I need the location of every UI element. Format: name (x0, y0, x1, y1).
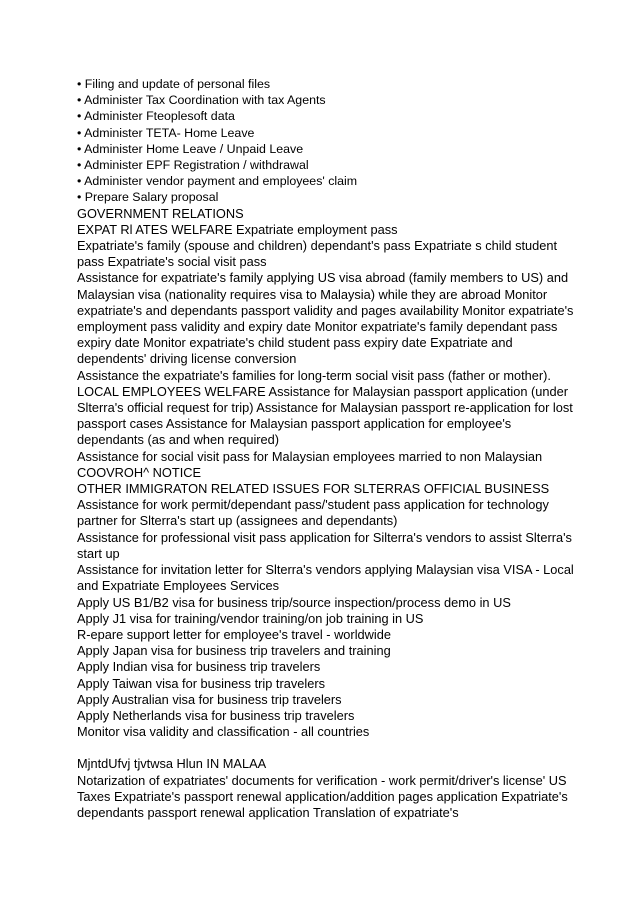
document-body (77, 76, 577, 821)
paragraph: Apply Australian visa for business trip travelers (77, 691, 342, 707)
bullet-item: • Administer TETA- Home Leave (77, 125, 255, 140)
paragraph: Assistance the expatriate's families for long-term social visit pass (father or mother). LOCAL EMPLOYEES WELFARE Assistance for Malaysian passport application (under Slterra's official request for trip) Assistance for Malaysian passport re-application for lost passport cases Assistance for Malaysian passport application for employee's dependants (as and when required) (77, 367, 573, 448)
paragraph: Apply Japan visa for business trip travelers and training (77, 643, 391, 659)
section-heading: GOVERNMENT RELATIONS (77, 205, 244, 221)
paragraph: Apply US B1/B2 visa for business trip/source inspection/process demo in US (77, 594, 511, 610)
section-heading: MjntdUfvj tjvtwsa Hlun IN MALAA (77, 756, 267, 772)
paragraph: Assistance for invitation letter for Slterra's vendors applying Malaysian visa VISA - Local and Expatriate Employees Services (77, 562, 574, 594)
bullet-item: • Administer EPF Registration / withdrawal (77, 158, 309, 173)
bullet-item: • Filing and update of personal files (77, 77, 271, 91)
bullet-item: • Administer Home Leave / Unpaid Leave (77, 141, 304, 156)
bullet-item: • Prepare Salary proposal (77, 190, 219, 205)
paragraph: Apply Netherlands visa for business trip travelers (77, 707, 355, 723)
paragraph: R-epare support letter for employee's travel - worldwide (77, 626, 391, 642)
section-heading: COOVROH^ NOTICE (77, 464, 202, 480)
bullet-item: • Administer vendor payment and employees' claim (77, 174, 358, 189)
paragraph: Apply J1 visa for training/vendor training/on job training in US (77, 610, 424, 626)
paragraph: Apply Indian visa for business trip travelers (77, 659, 321, 675)
paragraph: Assistance for expatriate's family applying US visa abroad (family members to US) and Malaysian visa (nationality requires visa to Malaysia) while they are abroad Monitor expatriate's and dependants passport validity and pages availability Monitor expatriate's employment pass validity and expiry date Monitor expatriate's family dependant pass expiry date Monitor expatriate's child student pass expiry date Expatriate and dependents' driving license conversion (77, 270, 574, 367)
paragraph: Monitor visa validity and classification - all countries (77, 724, 370, 740)
paragraph: Assistance for professional visit pass application for Silterra's vendors to assist Slterra's start up (77, 529, 572, 561)
paragraph: Assistance for work permit/dependant pass/'student pass application for technology partner for Slterra's start up (assignees and dependants) (77, 497, 549, 529)
blank-line (77, 740, 577, 756)
paragraph: Expatriate's family (spouse and children) dependant's pass Expatriate s child student pass Expatriate's social visit pass (77, 238, 558, 270)
paragraph: Notarization of expatriates' documents for verification - work permit/driver's license' US Taxes Expatriate's passport renewal application/addition pages application Expatriate's dependants passport renewal application Translation of expatriate's (77, 772, 568, 820)
paragraph: Apply Taiwan visa for business trip travelers (77, 675, 325, 691)
bullet-item: • Administer Tax Coordination with tax Agents (77, 93, 326, 108)
paragraph: EXPAT Rl ATES WELFARE Expatriate employment pass (77, 221, 398, 237)
paragraph: Assistance for social visit pass for Malaysian employees married to non Malaysian (77, 448, 543, 464)
bullet-item: • Administer Fteoplesoft data (77, 109, 235, 124)
section-heading: OTHER IMMIGRATON RELATED ISSUES FOR SLTERRAS OFFICIAL BUSINESS (77, 481, 550, 497)
